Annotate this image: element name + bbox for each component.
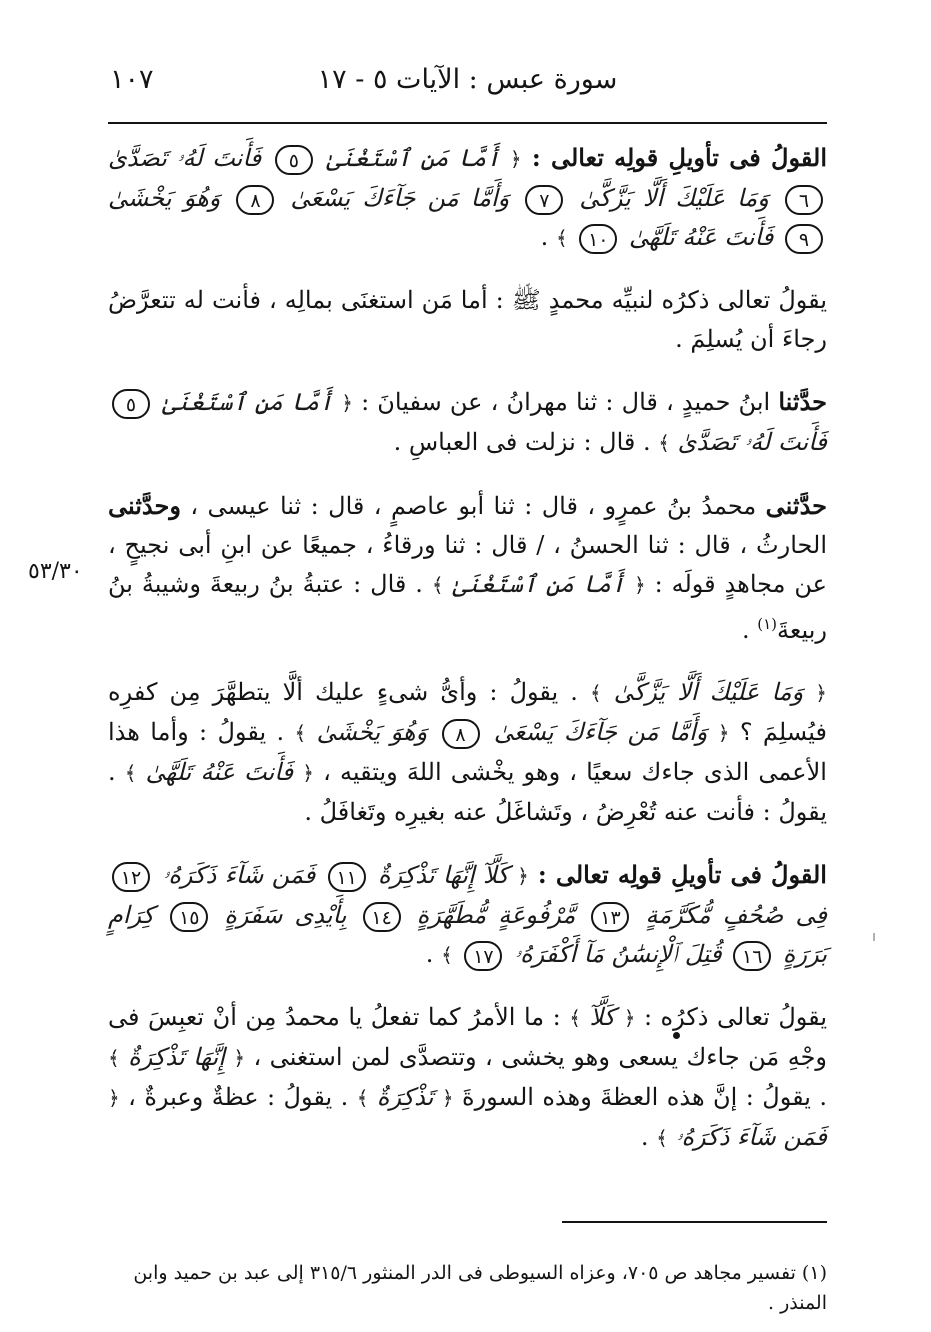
quran-verse-text: وَهُوَ يَخْشَىٰ — [108, 184, 221, 212]
verse-number: ٨ — [236, 185, 274, 215]
quran-bracket-close: ﴾ — [124, 761, 137, 785]
quran-verse-text: قُتِلَ ٱلْإِنسَٰنُ مَآ أَكْفَرَهُۥ — [514, 940, 722, 968]
quran-bracket-open: ﴿ — [233, 1046, 246, 1070]
quran-verse-text: فَأَنتَ لَهُۥ تَصَدَّىٰ — [677, 428, 827, 456]
paragraph-text: . يقولُ : وأما هذا الأعمى الذى جاءك سعيًا ، وهو يخْشى اللهَ ويتقيه ، — [108, 718, 827, 786]
narration-lead: وحدَّثنى — [108, 491, 181, 520]
verse-number: ٩ — [785, 224, 823, 254]
quran-verse-text: وَمَا عَلَيْكَ أَلَّا يَزَّكَّىٰ — [613, 678, 804, 706]
quran-bracket-close: ﴾ — [108, 1046, 120, 1070]
paragraph-text: يقولُ تعالى ذكرُه : — [635, 1003, 827, 1031]
verse-number: ٨ — [442, 719, 480, 749]
quran-bracket-close: ﴾ — [590, 681, 602, 705]
paragraph-tail: . — [741, 616, 758, 644]
quran-verse-text: فَمَن شَآءَ ذَكَرَهُۥ — [162, 861, 316, 889]
verse-number: ١٧ — [464, 941, 502, 971]
quran-verse-text: أَمَّا مَنِ ٱسْتَغْنَىٰ — [452, 570, 626, 598]
quran-bracket-open: ﴿ — [717, 721, 730, 745]
narration-lead: حدَّثنى — [765, 491, 827, 520]
section-heading: القولُ فى تأويلِ قولِه تعالى : — [521, 143, 827, 172]
paragraph-text: . يقولُ : إنَّ هذه العظةَ وهذه السورةَ — [453, 1083, 827, 1111]
footnote — [108, 1258, 827, 1318]
paragraph-text: . يقولُ : وأىُّ شىءٍ عليك ألَّا يتطهَّرَ مِن كفرِه فيُسلِمَ ؟ — [108, 678, 827, 746]
quran-bracket-open: ﴿ — [633, 573, 646, 597]
quran-bracket-open: ﴿ — [815, 681, 827, 705]
narration-lead: حدَّثنا — [778, 387, 827, 416]
quran-verse-text: مَّرْفُوعَةٍ مُّطَهَّرَةٍ — [416, 901, 576, 929]
quran-bracket-open: ﴿ — [302, 761, 314, 785]
verse-number: ٦ — [785, 185, 823, 215]
footnote-rule — [562, 1221, 827, 1223]
paragraph-5 — [108, 673, 827, 832]
footnote-marker: (١) — [757, 615, 778, 633]
quran-verse-text: وَمَا عَلَيْكَ أَلَّا يَزَّكَّىٰ — [579, 184, 769, 212]
quran-bracket-close: ﴾ — [294, 721, 307, 745]
paragraph-1 — [108, 138, 827, 258]
page-header — [110, 58, 825, 102]
paragraph-text: . قال : نزلت فى العباسِ . — [393, 428, 651, 456]
paragraph-4 — [108, 486, 827, 650]
quran-verse-text: وَهُوَ يَخْشَىٰ — [316, 718, 428, 746]
paragraph-tail: . — [640, 1123, 649, 1151]
verse-number: ١٠ — [579, 224, 617, 254]
quran-verse-text: فَأَنتَ عَنْهُ تَلَهَّىٰ — [628, 223, 774, 251]
quran-bracket-open: ﴿ — [517, 864, 529, 888]
paragraph-tail: . — [425, 940, 434, 968]
section-heading: القولُ فى تأويلِ قولِه تعالى : — [528, 860, 827, 889]
quran-verse-text: بِأَيْدِى سَفَرَةٍ — [224, 901, 347, 929]
quran-verse-text: أَمَّا مَنِ ٱسْتَغْنَىٰ — [162, 388, 334, 416]
quran-verse-text: كَلَّآ — [589, 1003, 616, 1031]
quran-bracket-close: ﴾ — [555, 226, 568, 250]
quran-verse-text: فَأَنتَ لَهُۥ تَصَدَّىٰ — [108, 144, 262, 172]
quran-verse-text: أَمَّا مَنِ ٱسْتَغْنَىٰ — [326, 144, 501, 172]
quran-verse-text: كِرَامٍ بَرَرَةٍ — [108, 901, 827, 968]
quran-verse-text: تَذْكِرَةٌ — [376, 1083, 434, 1111]
page-number: ١٠٧ — [110, 64, 154, 95]
paragraph-3 — [108, 382, 827, 463]
paragraph-text: : ما الأمرُ كما تفعلُ يا محمدُ مِن أنْ تعبِسَ فى وجْهِ مَن جاءك يسعى وهو يخشى ، وتتصدَّى لمن استغنى ، — [108, 1003, 827, 1071]
quran-bracket-close: ﴾ — [658, 431, 671, 455]
margin-reference: ٥٣/٣٠ — [28, 559, 83, 584]
quran-bracket-open: ﴿ — [108, 1086, 120, 1110]
paragraph-7 — [108, 998, 827, 1158]
quran-verse-text: وَأَمَّا مَن جَآءَكَ يَسْعَىٰ — [290, 184, 510, 212]
verse-number: ٥ — [275, 145, 313, 175]
header-rule — [108, 122, 827, 124]
quran-bracket-open: ﴿ — [509, 147, 522, 171]
main-text — [108, 138, 827, 1181]
verse-number: ١٥ — [170, 902, 208, 932]
verse-number: ١٢ — [112, 862, 150, 892]
verse-number: ١٦ — [733, 941, 771, 971]
paragraph-text: . يقولُ : فأنت عنه تُعْرِضُ ، وتَشاغَلُ عنه بغيرِه وتَغافَلُ . — [108, 758, 827, 826]
verse-number: ١٤ — [363, 902, 401, 932]
quran-bracket-open: ﴿ — [623, 1006, 636, 1030]
paragraph-2 — [108, 281, 827, 359]
paragraph-tail: . — [540, 223, 549, 251]
paragraph-text: الحارثُ ، قال : ثنا الحسنُ ، / قال : ثنا ورقاءُ ، جميعًا عن ابنِ أبى نجيحٍ ، عن مجاهدٍ قولَه : — [108, 531, 827, 598]
footnote-text: (١) تفسير مجاهد ص ٧٠٥، وعزاه السيوطى فى الدر المنثور ٣١٥/٦ إلى عبد بن حميد وابن المنذر . — [133, 1262, 827, 1314]
verse-number: ١١ — [328, 862, 366, 892]
paragraph-text: . قال : عتبةُ بنُ ربيعةَ وشيبةُ بنُ ربيعةَ — [108, 570, 827, 644]
quran-bracket-close: ﴾ — [569, 1006, 581, 1030]
quran-bracket-open: ﴿ — [341, 391, 353, 415]
quran-bracket-close: ﴾ — [431, 573, 444, 597]
quran-bracket-close: ﴾ — [356, 1086, 369, 1110]
quran-verse-text: فَأَنتَ عَنْهُ تَلَهَّىٰ — [145, 758, 294, 786]
page-title: سورة عبس : الآيات ٥ - ١٧ — [317, 64, 618, 95]
quran-verse-text: كَلَّآ إِنَّهَا تَذْكِرَةٌ — [378, 861, 509, 889]
quran-verse-text: فِى صُحُفٍ مُّكَرَّمَةٍ — [645, 901, 827, 929]
verse-number: ٧ — [525, 185, 563, 215]
paragraph-text: محمدُ بنُ عمرٍو ، قال : ثنا أبو عاصمٍ ، قال : ثنا عيسى ، — [180, 492, 757, 520]
quran-verse-text: فَمَن شَآءَ ذَكَرَهُۥ — [675, 1123, 827, 1151]
paragraph-text: يقولُ تعالى ذكرُه لنبيِّه محمدٍ ﷺ : أما مَن استغنَى بمالِه ، فأنت له تتعرَّضُ رجاءَ أن يُسلِمَ . — [108, 286, 827, 353]
paragraph-text: . يقولُ : عظةٌ وعبرةٌ ، — [119, 1083, 349, 1111]
verse-number: ١٣ — [591, 902, 629, 932]
quran-bracket-close: ﴾ — [656, 1126, 668, 1150]
stray-mark — [873, 933, 875, 941]
quran-verse-text: وَأَمَّا مَن جَآءَكَ يَسْعَىٰ — [493, 718, 708, 746]
paragraph-text: ابنُ حميدٍ ، قال : ثنا مهرانُ ، عن سفيانَ : — [352, 388, 771, 416]
quran-verse-text: إِنَّهَا تَذْكِرَةٌ — [128, 1043, 225, 1071]
verse-number: ٥ — [112, 389, 150, 419]
paragraph-6 — [108, 855, 827, 975]
quran-bracket-open: ﴿ — [441, 1086, 454, 1110]
quran-bracket-close: ﴾ — [441, 943, 453, 967]
